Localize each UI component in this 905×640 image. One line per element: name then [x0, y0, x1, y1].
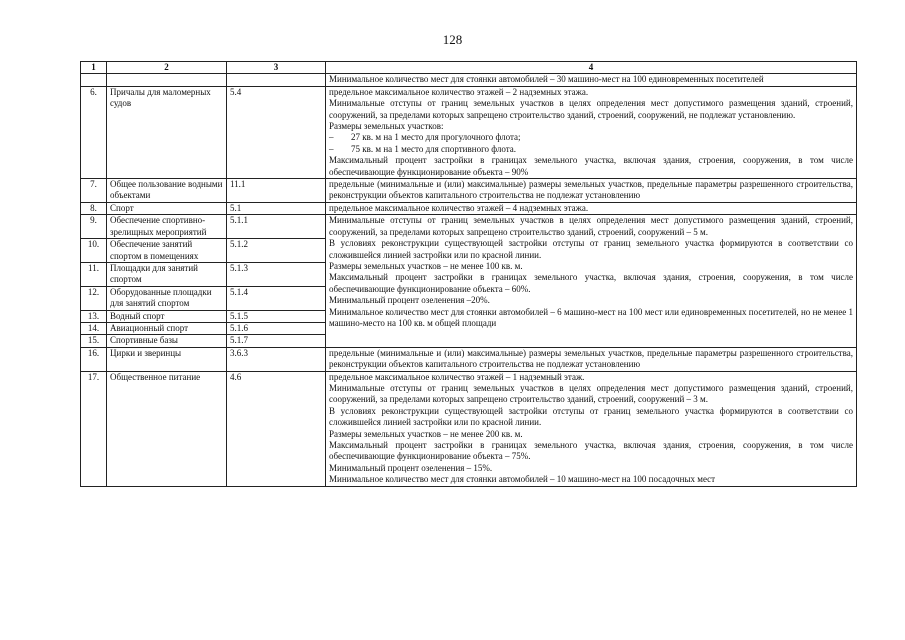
- regulation-text: Максимальный процент застройки в границах земельного участка, включая здания, строения, сооружения, в том числе обеспечивающие функционирование объекта – 60%.: [329, 272, 853, 294]
- regulation-text: Размеры земельных участков:: [329, 121, 444, 132]
- table-row: [81, 179, 857, 203]
- row-number: 15.: [81, 335, 107, 347]
- regulation-text: Размеры земельных участков – не менее 200 кв. м.: [329, 428, 523, 439]
- row-code: 5.1.3: [227, 262, 326, 286]
- regulation-text: предельные (минимальные и (или) максимальные) размеры земельных участков, предельные параметры разрешенного строительства, реконструкции объектов капитального строительства не подлежат установлению: [329, 179, 853, 201]
- dash-list-item: [329, 132, 853, 143]
- row-regulations: [326, 179, 857, 203]
- dash-item-text: 27 кв. м на 1 место для прогулочного флота;: [351, 132, 521, 143]
- row-code: 5.1.4: [227, 286, 326, 310]
- row-name: Водный спорт: [107, 310, 227, 322]
- regulation-text: В условиях реконструкции существующей застройки отступы от границ земельного участка формируются в соответствии со сложившейся линией застройки или по красной линии.: [329, 405, 853, 428]
- regulation-text: Минимальные отступы от границ земельных участков в целях определения мест допустимого размещения зданий, строений, сооружений, за пределами которых запрещено строительство зданий, строений, сооружений, не подлежат установлению.: [329, 98, 853, 120]
- row-name: Общее пользование водными объектами: [107, 179, 227, 203]
- row-regulations: [326, 74, 857, 86]
- dash-marker: –: [329, 143, 334, 154]
- dash-list-item: [329, 144, 853, 155]
- sport-group-regulations: [326, 215, 857, 347]
- header-col-2: 2: [107, 62, 227, 74]
- table-row: [81, 74, 857, 86]
- table-row: [81, 86, 857, 178]
- row-code: 5.1.7: [227, 335, 326, 347]
- row-code: 5.1.1: [227, 215, 326, 239]
- table-row: [81, 202, 857, 214]
- regulation-text: В условиях реконструкции существующей застройки отступы от границ земельного участка формируются в соответствии со сложившейся линией застройки или по красной линии.: [329, 238, 853, 260]
- row-name: Авиационный спорт: [107, 322, 227, 334]
- row-number: 14.: [81, 322, 107, 334]
- regulation-text: предельные (минимальные и (или) максимальные) размеры земельных участков, предельные параметры разрешенного строительства, реконструкции объектов капитального строительства не подлежат установлению: [329, 347, 853, 370]
- row-code: 5.1.6: [227, 322, 326, 334]
- regulation-text: Минимальные отступы от границ земельных участков в целях определения мест допустимого размещения зданий, строений, сооружений, за пределами которых запрещено строительство зданий, строений, сооружений – 5 м.: [329, 215, 853, 237]
- regulation-text: Размеры земельных участков – не менее 100 кв. м.: [329, 260, 523, 271]
- row-name: Причалы для маломерных судов: [107, 86, 227, 178]
- row-number: 9.: [81, 215, 107, 239]
- row-code: 5.4: [227, 86, 326, 178]
- row-number: 12.: [81, 286, 107, 310]
- row-name: Спорт: [107, 202, 227, 214]
- dash-item-text: 75 кв. м на 1 место для спортивного флота.: [351, 143, 517, 154]
- row-number: 17.: [81, 371, 107, 486]
- row-number: 13.: [81, 310, 107, 322]
- row-name: Цирки и зверинцы: [107, 347, 227, 371]
- row-name: Оборудованные площадки для занятий спортом: [107, 286, 227, 310]
- row-number: 11.: [81, 262, 107, 286]
- regulation-text: Минимальный процент озеленения – 15%.: [329, 462, 493, 473]
- row-code: 4.6: [227, 371, 326, 486]
- page-number: 128: [442, 32, 463, 47]
- regulation-text: предельное максимальное количество этажей – 4 надземных этажа.: [329, 202, 589, 213]
- table-row: [81, 215, 857, 239]
- header-row: [81, 62, 857, 74]
- row-code: 5.1.2: [227, 239, 326, 263]
- table-row: [81, 371, 857, 486]
- regulation-text: Минимальный процент озеленения –20%.: [329, 295, 490, 306]
- table-row: [81, 347, 857, 371]
- regulations-table: [80, 61, 857, 487]
- regulation-text: Максимальный процент застройки в границах земельного участка, включая здания, строения, сооружения, в том числе обеспечивающие функционирование объекта – 75%.: [329, 440, 853, 462]
- row-name: Обеспечение спортивно-зрелищных мероприятий: [107, 215, 227, 239]
- header-col-3: 3: [227, 62, 326, 74]
- dash-marker: –: [329, 132, 334, 143]
- regulation-text: Минимальное количество мест для стоянки автомобилей – 6 машино-мест на 100 мест или единовременных посетителей, но не менее 1 машино-место на 100 кв. м общей площади: [329, 306, 853, 328]
- header-col-4: 4: [326, 62, 857, 74]
- regulation-text: предельное максимальное количество этажей – 2 надземных этажа.: [329, 86, 589, 97]
- regulation-text: Минимальное количество мест для стоянки автомобилей – 30 машино-мест на 100 единовременных посетителей: [329, 74, 764, 85]
- row-regulations: [326, 347, 857, 371]
- row-regulations: [326, 202, 857, 214]
- row-code: [227, 74, 326, 86]
- row-code: 5.1: [227, 202, 326, 214]
- row-regulations: [326, 86, 857, 178]
- row-code: 5.1.5: [227, 310, 326, 322]
- regulation-text: Минимальное количество мест для стоянки автомобилей – 10 машино-мест на 100 посадочных мест: [329, 474, 716, 485]
- row-number: 7.: [81, 179, 107, 203]
- header-col-1: 1: [81, 62, 107, 74]
- row-code: 3.6.3: [227, 347, 326, 371]
- row-code: 11.1: [227, 179, 326, 203]
- regulation-text: предельное максимальное количество этажей – 1 надземный этаж.: [329, 371, 585, 382]
- row-number: 10.: [81, 239, 107, 263]
- row-number: 16.: [81, 347, 107, 371]
- row-name: Площадки для занятий спортом: [107, 262, 227, 286]
- regulation-text: Максимальный процент застройки в границах земельного участка, включая здания, строения, сооружения, в том числе обеспечивающие функционирование объекта – 90%: [329, 155, 853, 177]
- row-number: [81, 74, 107, 86]
- row-name: Общественное питание: [107, 371, 227, 486]
- row-number: 6.: [81, 86, 107, 178]
- row-name: Спортивные базы: [107, 335, 227, 347]
- row-number: 8.: [81, 202, 107, 214]
- row-name: Обеспечение занятий спортом в помещениях: [107, 239, 227, 263]
- row-regulations: [326, 371, 857, 486]
- row-name: [107, 74, 227, 86]
- regulation-text: Минимальные отступы от границ земельных участков в целях определения мест допустимого размещения зданий, строений, сооружений, за пределами которых запрещено строительство зданий, строений, сооружений – 3 м.: [329, 382, 853, 405]
